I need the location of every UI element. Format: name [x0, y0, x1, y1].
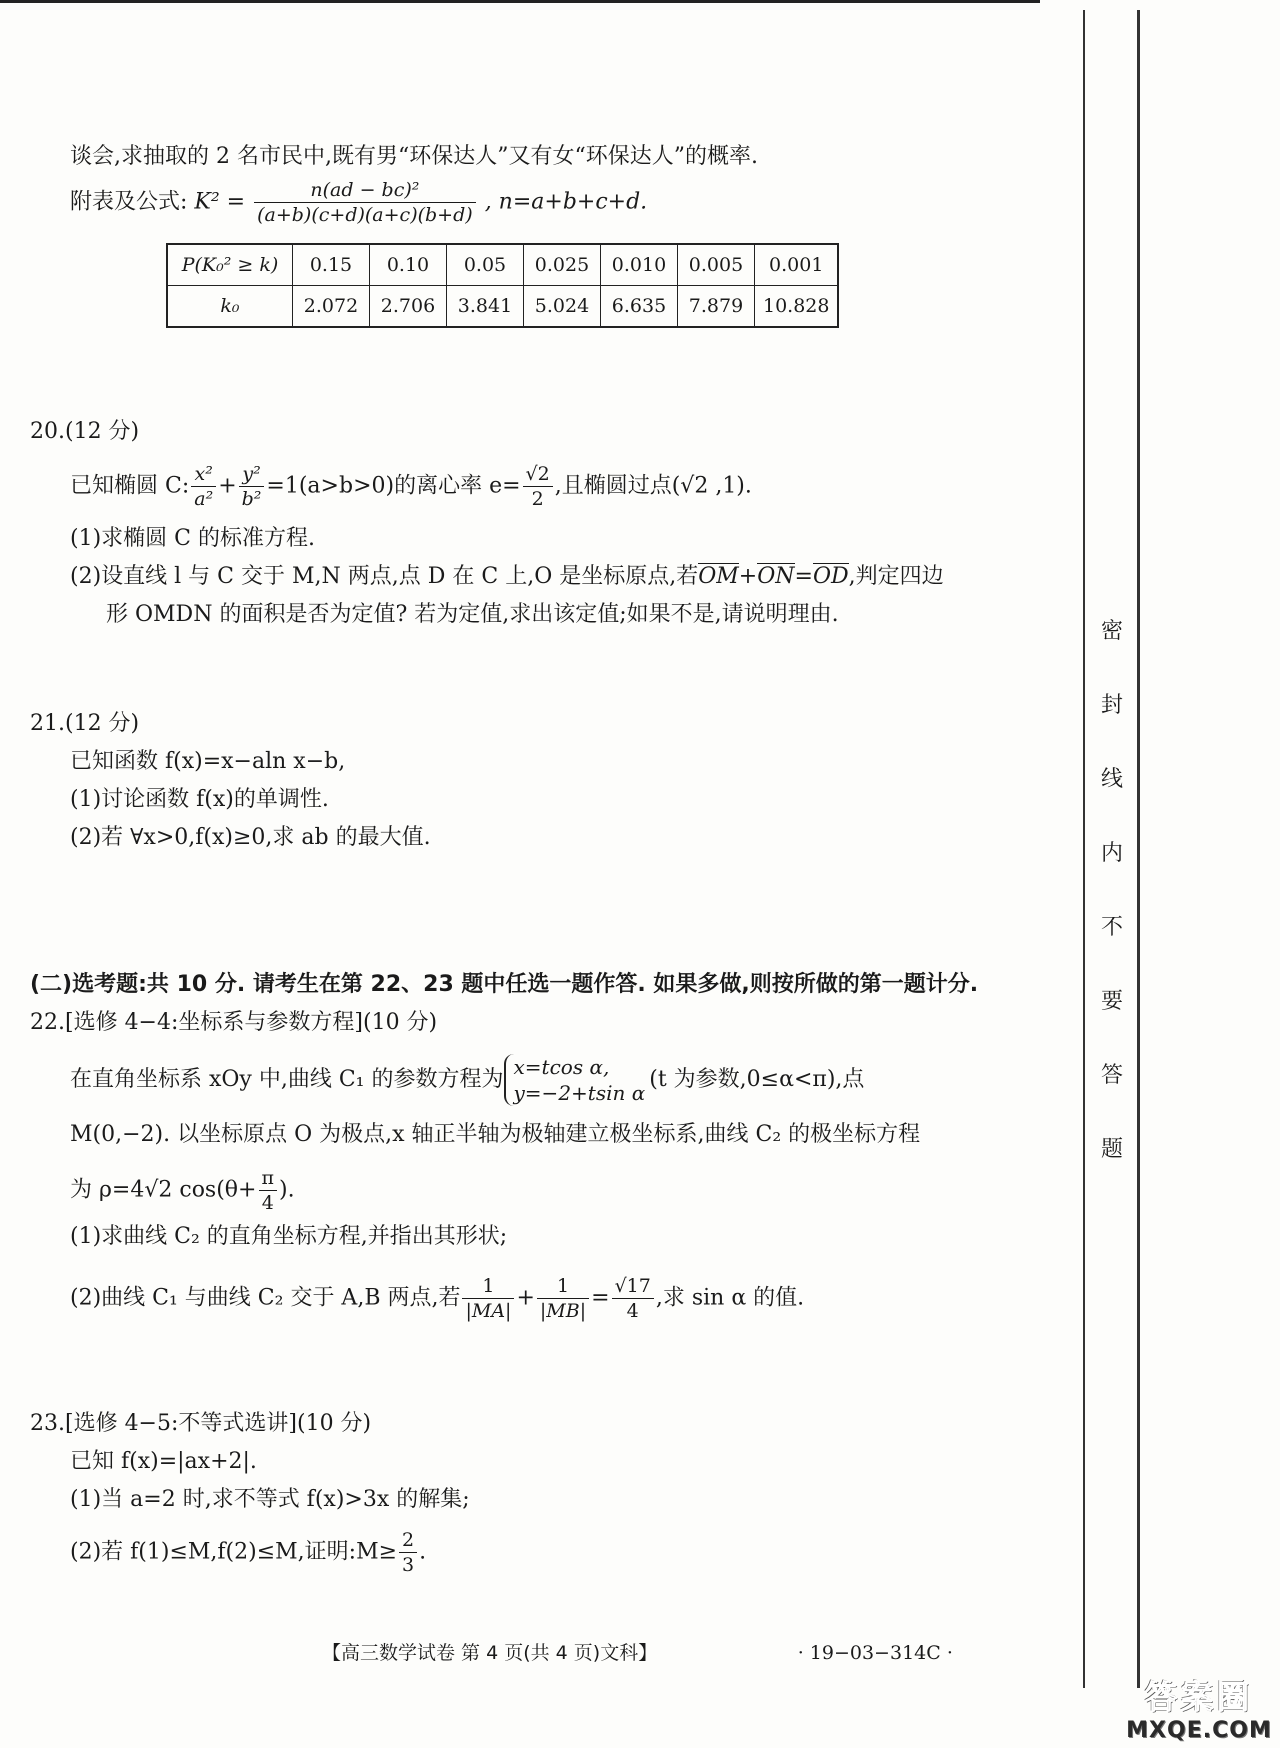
q23-part2-a: (2)若 f(1)≤M,f(2)≤M,证明:M≥	[70, 1539, 398, 1565]
formula-prefix: 附表及公式:	[70, 189, 188, 215]
binding-line-right	[1137, 10, 1140, 1688]
seal-line-notice	[1097, 595, 1127, 1187]
frac-num: 1	[537, 1274, 589, 1299]
seal-char: 答	[1100, 1063, 1123, 1088]
root17-over-four	[612, 1274, 654, 1323]
seal-char: 题	[1100, 1137, 1123, 1162]
formula-lhs: K² =	[194, 189, 246, 215]
q20-part1: (1)求椭圆 C 的标准方程.	[70, 526, 315, 551]
q20-intro: 已知椭圆 C: $\frac{\text{x²}}{\text{a²}}$ + $\frac{\text{y²}}{\text{b²}}$ =1(a>b>0)的离心率 e= $\frac{√2}{2}$ ,且椭圆过点(√2 ,1).	[70, 463, 752, 510]
logo-domain: MXQE.COM	[1126, 1718, 1272, 1743]
frac-den: 2	[531, 488, 544, 510]
q20-heading: 20.(12 分)	[30, 419, 140, 444]
table-cell: 0.010	[601, 244, 678, 286]
vector-od: OD	[812, 564, 849, 589]
table-cell: 2.706	[370, 286, 447, 328]
q19-text	[30, 140, 1090, 174]
table-row	[167, 244, 838, 286]
frac-den: |MA|	[465, 1300, 512, 1322]
logo-text: 答案圈	[1144, 1678, 1253, 1716]
table-cell: 5.024	[524, 286, 601, 328]
table-cell: 6.635	[601, 286, 678, 328]
seal-char: 不	[1100, 915, 1123, 940]
vector-om: OM	[698, 564, 739, 589]
q22-part2-b: ,求 sin α 的值.	[655, 1285, 805, 1311]
chi-square-denominator: (a+b)(c+d)(a+c)(b+d)	[257, 204, 473, 226]
q21-part1: (1)讨论函数 f(x)的单调性.	[70, 787, 329, 812]
y-over-b-fraction	[239, 462, 265, 511]
table-header: k₀	[167, 286, 293, 328]
q23-part2-b: .	[419, 1539, 427, 1565]
q20-part2-a: (2)设直线 l 与 C 交于 M,N 两点,点 D 在 C 上,O 是坐标原点,若	[70, 564, 699, 589]
one-over-mb	[537, 1274, 589, 1323]
seal-char: 封	[1100, 693, 1123, 718]
q21-part2: (2)若 ∀x>0,f(x)≥0,求 ab 的最大值.	[70, 825, 431, 850]
q20	[30, 415, 1050, 449]
q20-intro-b: =1(a>b>0)的离心率 e=	[266, 473, 521, 499]
table-cell: 0.005	[678, 244, 755, 286]
section-2-text: (二)选考题:共 10 分. 请考生在第 22、23 题中任选一题作答. 如果多做,则按所做的第一题计分.	[30, 972, 979, 997]
q19-formula	[30, 178, 1090, 227]
seal-char: 线	[1100, 767, 1123, 792]
chi-square-fraction	[254, 178, 476, 227]
q20-part2-continued: 形 OMDN 的面积是否为定值? 若为定值,求出该定值;如果不是,请说明理由.	[106, 602, 839, 627]
table-cell: 3.841	[447, 286, 524, 328]
q20-part2-b: ,判定四边	[848, 564, 944, 589]
table-header: P(K₀² ≥ k)	[167, 244, 293, 286]
frac-den: 4	[626, 1300, 639, 1322]
q22-line1-b: (t 为参数,0≤α<π),点	[649, 1067, 865, 1092]
frac-den: b²	[241, 488, 262, 510]
q22-line3	[30, 1166, 1090, 1215]
table-cell: 0.15	[293, 244, 370, 286]
top-rule	[0, 0, 1040, 3]
table-cell: 0.001	[755, 244, 839, 286]
q23-part1: (1)当 a=2 时,求不等式 f(x)>3x 的解集;	[70, 1487, 470, 1512]
q22-line1	[30, 1054, 1090, 1106]
pi-over-four	[259, 1166, 278, 1215]
frac-num: √17	[612, 1274, 654, 1299]
two-thirds	[399, 1528, 417, 1577]
seal-char: 密	[1100, 619, 1123, 644]
q22-heading: 22.[选修 4−4:坐标系与参数方程](10 分)	[30, 1010, 438, 1035]
q20-part2: (2)设直线 l 与 C 交于 M,N 两点,点 D 在 C 上,O 是坐标原点,若OM+ON=OD,判定四边	[70, 564, 944, 589]
footer-label: 【高三数学试卷 第 4 页(共 4 页)文科】	[322, 1642, 648, 1664]
frac-num: x²	[191, 462, 216, 487]
q21-heading: 21.(12 分)	[30, 711, 140, 736]
frac-num: π	[259, 1166, 278, 1191]
seal-char: 内	[1100, 841, 1123, 866]
frac-num: √2	[523, 462, 553, 487]
table-row	[167, 286, 838, 328]
q22-line1-a: 在直角坐标系 xOy 中,曲线 C₁ 的参数方程为	[70, 1067, 504, 1092]
q21-intro: 已知函数 f(x)=x−aln x−b,	[70, 749, 346, 774]
table-cell: 0.025	[524, 244, 601, 286]
table-cell: 7.879	[678, 286, 755, 328]
frac-den: 3	[402, 1554, 415, 1576]
frac-den: a²	[194, 488, 214, 510]
watermark-logo	[1120, 1672, 1278, 1742]
q22-line3-a: 为 ρ=4√2 cos(θ+	[70, 1177, 257, 1203]
formula-suffix: , n=a+b+c+d.	[484, 189, 648, 215]
q22-line2: M(0,−2). 以坐标原点 O 为极点,x 轴正半轴为极轴建立极坐标系,曲线 C₂ 的极坐标方程	[70, 1122, 921, 1147]
q20-intro-a: 已知椭圆 C:	[70, 473, 190, 499]
frac-num: 2	[399, 1528, 417, 1553]
system-line: x=tcos α,	[513, 1055, 610, 1079]
one-over-ma	[462, 1274, 514, 1323]
frac-den: 4	[261, 1192, 274, 1214]
q23-part2	[30, 1528, 1090, 1577]
q19-line1: 谈会,求抽取的 2 名市民中,既有男“环保达人”又有女“环保达人”的概率.	[70, 144, 758, 169]
frac-num: y²	[239, 462, 265, 487]
footer-code: · 19−03−314C ·	[797, 1642, 953, 1664]
vector-on: ON	[757, 564, 795, 589]
table-cell: 0.05	[447, 244, 524, 286]
chi-square-numerator: n(ad − bc)²	[254, 178, 476, 203]
q20-intro-c: ,且椭圆过点(√2 ,1).	[554, 473, 752, 499]
q22-part2: (2)曲线 C₁ 与曲线 C₂ 交于 A,B 两点,若 $\frac{1}{|MA|}$ + $\frac{1}{|MB|}$ = $\frac{√17}{4}$ ,求 sin α 的值.	[70, 1275, 805, 1322]
system-line: y=−2+tsin α	[513, 1081, 646, 1105]
section-2-heading	[30, 968, 1070, 1002]
seal-char: 要	[1100, 989, 1123, 1014]
parametric-system	[504, 1054, 650, 1106]
q23-intro: 已知 f(x)=|ax+2|.	[70, 1449, 257, 1474]
table-cell: 0.10	[370, 244, 447, 286]
frac-num: 1	[462, 1274, 514, 1299]
table-cell: 10.828	[755, 286, 839, 328]
q22-part1: (1)求曲线 C₂ 的直角坐标方程,并指出其形状;	[70, 1224, 508, 1249]
q23-heading: 23.[选修 4−5:不等式选讲](10 分)	[30, 1411, 372, 1436]
frac-den: |MB|	[539, 1300, 587, 1322]
x-over-a-fraction	[191, 462, 216, 511]
critical-value-table	[166, 243, 839, 328]
q22-line3-b: ).	[279, 1177, 295, 1203]
page-footer	[322, 1638, 953, 1665]
eccentricity-fraction	[523, 462, 553, 511]
table-cell: 2.072	[293, 286, 370, 328]
q22-part2-a: (2)曲线 C₁ 与曲线 C₂ 交于 A,B 两点,若	[70, 1285, 461, 1311]
